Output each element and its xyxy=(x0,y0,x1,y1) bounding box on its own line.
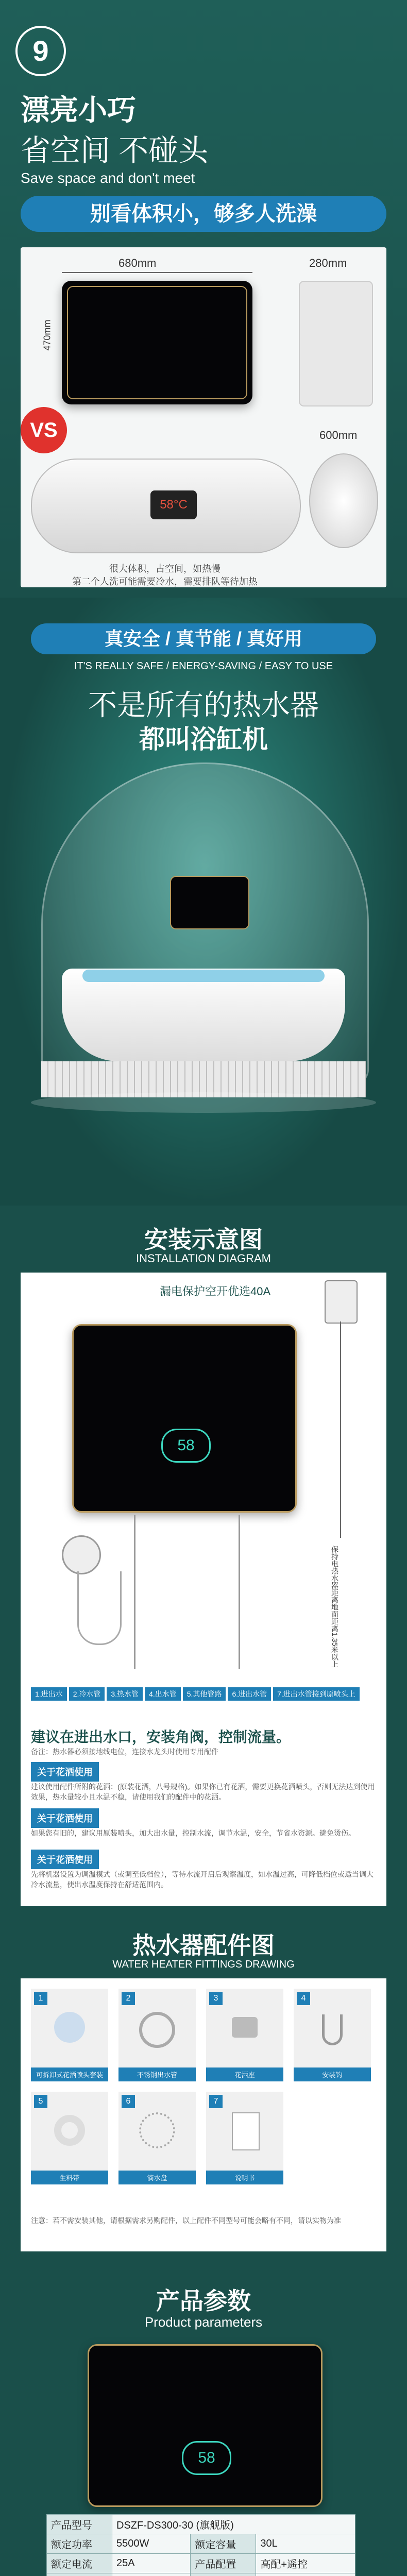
headline: 不是所有的热水器 xyxy=(88,689,319,721)
section-title: 漂亮小巧 xyxy=(21,94,136,126)
old-heater-dim-label: 600mm xyxy=(319,429,358,442)
section-save-space xyxy=(0,0,407,598)
fitting-number: 6 xyxy=(122,2095,135,2108)
tip-block xyxy=(31,1808,376,1838)
hook-icon xyxy=(322,2014,343,2045)
old-heater-caption-2: 第二个人洗可能需要冷水，需要排队等待加热 xyxy=(72,577,258,587)
fitting-number: 5 xyxy=(34,2095,47,2108)
tip-body: 如果您有旧的，建议用原装喷头，加大出水量，控制水流，调节水温，安全，节省水资源。避免烫伤。 xyxy=(31,1829,355,1837)
table-row: 额定电流 25A 产品配置 高配+遥控 xyxy=(47,2554,355,2573)
tip-title: 关于花洒使用 xyxy=(31,1850,99,1869)
product-image-flagship xyxy=(88,2344,323,2507)
fitting-number: 2 xyxy=(122,1992,135,2005)
drip-tray-icon xyxy=(139,2112,175,2148)
headline-2: 都叫浴缸机 xyxy=(139,725,268,754)
spec-table-flagship xyxy=(46,2514,355,2576)
feature-banner: 真安全 / 真节能 / 真好用 xyxy=(31,623,376,654)
section-subtitle: 省空间 不碰头 xyxy=(21,134,209,167)
side-height-note: 保持电热水器距离地面距离1.35米以上 xyxy=(331,1546,339,1668)
pipe-layout xyxy=(134,1515,240,1669)
step-item: 3.热水管 xyxy=(107,1687,143,1701)
fitting-item xyxy=(294,1989,371,2081)
install-advice-sub: 备注：热水器必须接地线电位，连接水龙头时使用专用配件 xyxy=(31,1748,218,1756)
fitting-item xyxy=(31,1989,108,2081)
table-row xyxy=(47,2573,355,2576)
fitting-item xyxy=(206,2092,283,2184)
section-title-en: INSTALLATION DIAGRAM xyxy=(135,1252,271,1265)
breaker-callout: 漏电保护空开优选40A xyxy=(160,1285,271,1298)
old-heater-caption-1: 很大体积，占空间，如热慢 xyxy=(109,564,221,574)
shower-head-icon xyxy=(54,2012,85,2043)
breaker-wire xyxy=(340,1321,341,1538)
fitting-item xyxy=(31,2092,108,2184)
section-bathtub xyxy=(0,598,407,1206)
fitting-label: 滴水盘 xyxy=(118,2171,196,2184)
section-subtitle-en: Save space and don't meet xyxy=(21,170,195,186)
dimension-width-line xyxy=(62,272,252,273)
fitting-label: 不锈钢出水管 xyxy=(118,2067,196,2081)
table-row: 产品型号 DSZF-DS300-30 (旗舰版) xyxy=(47,2515,355,2534)
bathtub xyxy=(62,969,345,1061)
circuit-breaker xyxy=(325,1280,358,1324)
old-heater-end-view xyxy=(309,453,378,548)
section-title-en: Product parameters xyxy=(144,2314,263,2330)
dome-base xyxy=(31,1092,376,1113)
section-parameters xyxy=(0,2267,407,2576)
old-heater-display: 58°C xyxy=(150,490,197,519)
promo-banner: 别看体积小，够多人洗澡 xyxy=(21,196,386,232)
step-item: 6.进出水管 xyxy=(228,1687,271,1701)
badge-number: 9 xyxy=(15,26,66,76)
manual-icon xyxy=(232,2112,260,2150)
tape-icon xyxy=(54,2115,85,2146)
vs-badge: VS xyxy=(21,407,67,453)
install-advice: 建议在进出水口，安装角阀，控制流量。 xyxy=(31,1729,291,1745)
new-water-heater xyxy=(62,281,252,404)
fitting-item xyxy=(206,1989,283,2081)
steps-list xyxy=(31,1687,376,1701)
table-row: 额定功率 5500W 额定容量 30L xyxy=(47,2534,355,2554)
fitting-number: 3 xyxy=(209,1992,223,2005)
shower-head xyxy=(62,1535,101,1574)
old-water-heater xyxy=(31,459,301,553)
tip-title: 关于花洒使用 xyxy=(31,1762,99,1782)
wall-heater xyxy=(170,876,249,929)
heater-gold-trim xyxy=(67,286,247,399)
heater-diagram xyxy=(72,1324,297,1513)
section-installation xyxy=(0,1206,407,1917)
product-display: 58 xyxy=(182,2441,231,2475)
shower-holder-icon xyxy=(232,2017,258,2038)
step-item: 4.出水管 xyxy=(145,1687,181,1701)
tip-body: 建议使用配件所附的花洒：(原装花洒，八号规格)。如果你已有花洒，需要更换花洒喷头，否则无法达到使用效果，热水量较小且水温不稳，请使用我们的配件中的花洒。 xyxy=(31,1783,375,1801)
tip-title: 关于花洒使用 xyxy=(31,1808,99,1828)
shower-hose xyxy=(77,1571,122,1645)
fitting-label: 安装钩 xyxy=(294,2067,371,2081)
fitting-item xyxy=(118,2092,196,2184)
section-title: 热水器配件图 xyxy=(132,1932,275,1959)
dimension-depth-label: 280mm xyxy=(309,257,347,269)
hose-icon xyxy=(139,2012,175,2048)
heater-display: 58 xyxy=(161,1429,211,1463)
section-title: 安装示意图 xyxy=(144,1226,263,1253)
fittings-note: 注意：若不需安装其他，请根据需求另购配件，以上配件不同型号可能会略有不同，请以实物为准 xyxy=(31,2216,341,2225)
fitting-item xyxy=(118,1989,196,2081)
step-item: 7.进出水管接到原喷头上 xyxy=(273,1687,360,1701)
fitting-label: 花洒座 xyxy=(206,2067,283,2081)
heater-side-view xyxy=(299,281,373,406)
step-item: 5.其他管路 xyxy=(183,1687,226,1701)
dimension-width-label: 680mm xyxy=(118,257,157,269)
feature-banner-en: IT'S REALLY SAFE / ENERGY-SAVING / EASY TO USE xyxy=(74,660,333,672)
section-title-en: WATER HEATER FITTINGS DRAWING xyxy=(112,1959,295,1970)
bathtub-water xyxy=(82,970,325,982)
step-item: 2.冷水管 xyxy=(69,1687,105,1701)
section-title: 产品参数 xyxy=(156,2287,251,2314)
fitting-label: 生料带 xyxy=(31,2171,108,2184)
fitting-label: 可拆卸式花洒喷头套装 xyxy=(31,2067,108,2081)
tip-block xyxy=(31,1850,376,1890)
fitting-number: 1 xyxy=(34,1992,47,2005)
tip-body: 先将机器设置为调温模式（或调至低档位），等待水流开启后观察温度，如水温过高，可降低档位或适当调大冷水流量，使出水温度保持在舒适范围内。 xyxy=(31,1870,374,1889)
dimension-height-label: 470mm xyxy=(42,319,53,351)
fitting-number: 7 xyxy=(209,2095,223,2108)
step-item: 1.进出水 xyxy=(31,1687,67,1701)
section-fittings xyxy=(0,1917,407,2267)
fitting-label: 说明书 xyxy=(206,2171,283,2184)
tip-block xyxy=(31,1762,376,1802)
fitting-number: 4 xyxy=(297,1992,310,2005)
